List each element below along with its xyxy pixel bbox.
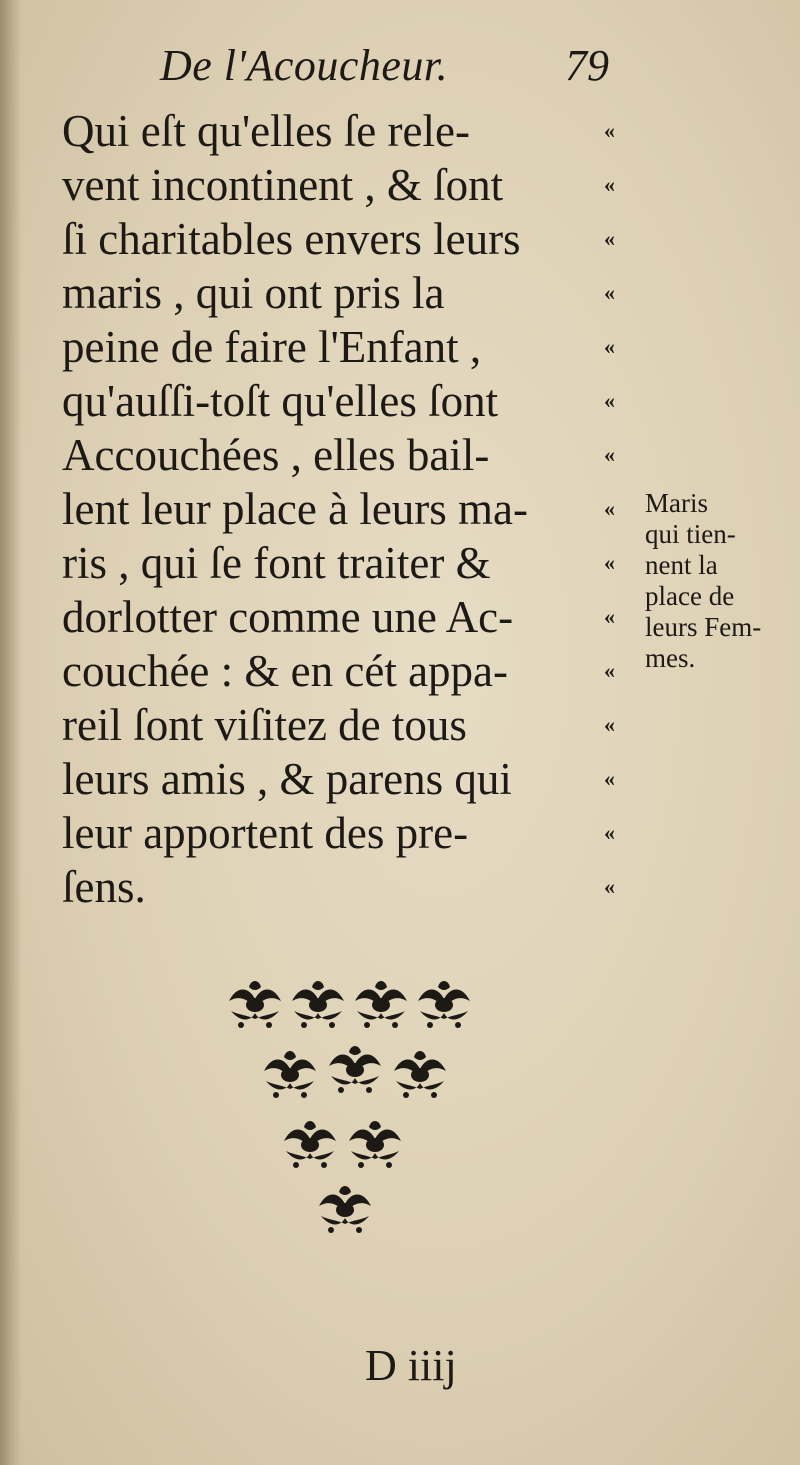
text-line: ſens. «: [62, 862, 615, 912]
margin-note-line: place de: [645, 581, 735, 611]
quote-mark: «: [604, 334, 615, 359]
text-line: maris , qui ont pris la «: [62, 268, 615, 318]
quote-mark: «: [604, 550, 615, 575]
text-line: dorlotter comme une Ac- «: [62, 592, 615, 642]
page-header: [160, 40, 640, 100]
text-line: Accouchées , elles bail- «: [62, 430, 615, 480]
margin-note-line: nent la: [645, 550, 718, 580]
page-number: 79: [565, 41, 609, 90]
text-line: ſi charitables envers leurs «: [62, 214, 615, 264]
ornament-row-4: [319, 1186, 371, 1233]
quote-mark: «: [604, 820, 615, 845]
text-line: lent leur place à leurs ma- «: [62, 484, 615, 534]
margin-note-line: leurs Fem-: [645, 612, 762, 642]
text-line: qu'auſſi-toſt qu'elles ſont «: [62, 376, 615, 426]
text-line: leur apportent des pre- «: [62, 808, 615, 858]
quote-mark: «: [604, 604, 615, 629]
margin-note-line: Maris: [645, 488, 708, 518]
text-line: leurs amis , & parens qui «: [62, 754, 615, 804]
ornament-row-1: [229, 981, 470, 1028]
ornament-row-3: [284, 1121, 401, 1168]
quote-mark: «: [604, 388, 615, 413]
margin-note-line: qui tien-: [645, 519, 736, 549]
main-text: [62, 104, 622, 914]
quote-mark: «: [604, 226, 615, 251]
running-head: De l'Acoucheur.: [160, 41, 449, 90]
text-line: peine de faire l'Enfant , «: [62, 322, 615, 372]
text-line: vent incontinent , & ſont «: [62, 160, 615, 210]
signature-mark: D iiij: [365, 1341, 457, 1390]
margin-note-line: mes.: [645, 643, 696, 673]
quote-mark: «: [604, 658, 615, 683]
quote-mark: «: [604, 496, 615, 521]
quote-mark: «: [604, 874, 615, 899]
quote-mark: «: [604, 118, 615, 143]
quote-mark: «: [604, 442, 615, 467]
quote-mark: «: [604, 712, 615, 737]
marginal-note: [645, 488, 795, 674]
text-line: reil ſont viſitez de tous «: [62, 700, 615, 750]
floral-tailpiece-ornament: [215, 975, 485, 1255]
quote-mark: «: [604, 172, 615, 197]
text-line: ris , qui ſe font traiter & «: [62, 538, 615, 588]
quote-mark: «: [604, 766, 615, 791]
text-line: Qui eſt qu'elles ſe rele- «: [62, 106, 615, 156]
page-gutter: [0, 0, 22, 1465]
quote-mark: «: [604, 280, 615, 305]
text-line: couchée : & en cét appa- «: [62, 646, 615, 696]
ornament-row-2: [264, 1046, 446, 1098]
